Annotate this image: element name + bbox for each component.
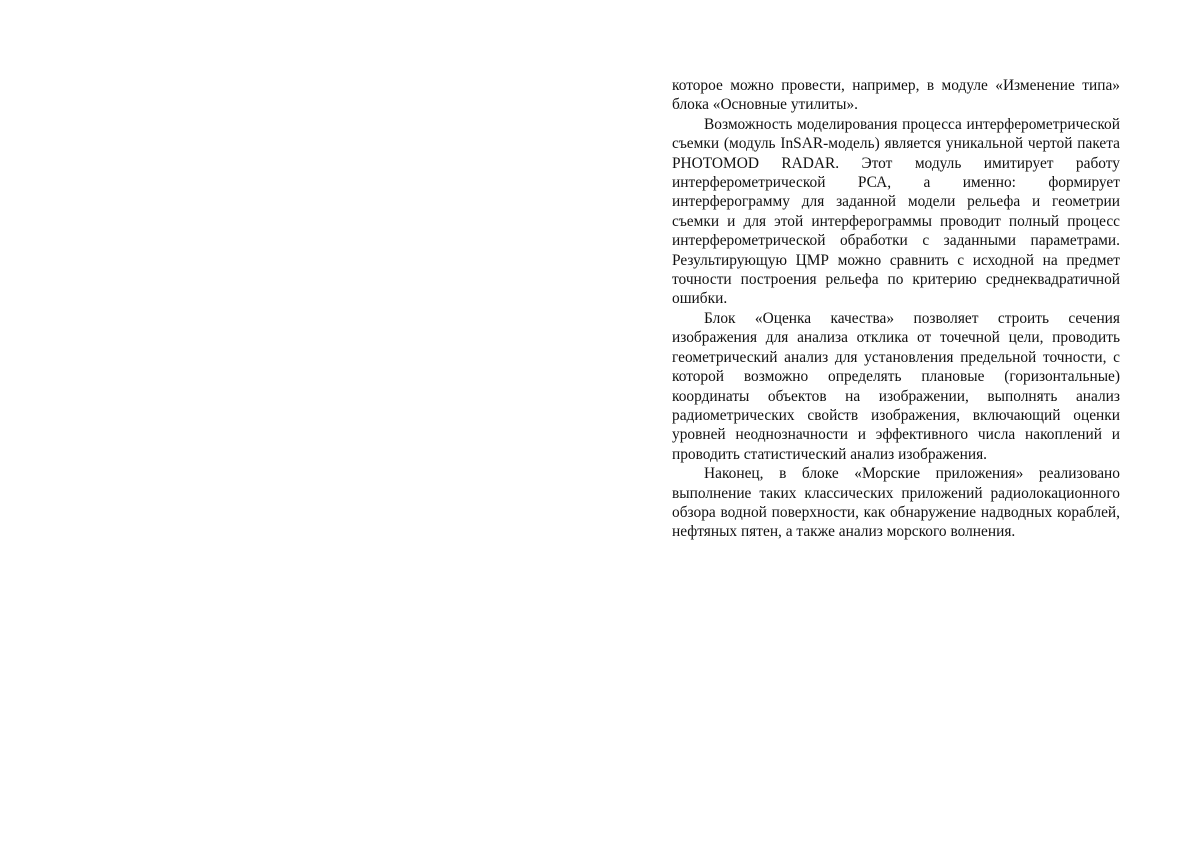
- right-page: [600, 0, 1200, 852]
- paragraph-continuation: которое можно провести, например, в модуле «Изменение типа» блока «Основные утилиты».: [672, 77, 1120, 114]
- paragraph-marine-applications: Наконец, в блоке «Морские приложения» реализовано выполнение таких классических приложений радиолокационного обзора водной поверхности, как обнаружение надводных кораблей, нефтяных пятен, а также анализ морского волнения.: [672, 465, 1120, 541]
- paragraph-insar-model: Возможность моделирования процесса интерферометрической съемки (модуль InSAR-модель) является уникальной чертой пакета PHOTOMOD RADAR. Этот модуль имитирует работу интерферометрической РСА, а именно: формирует интерферограмму для заданной модели рельефа и геометрии съемки и для этой интерферограммы проводит полный процесс интерферометрической обработки с заданными параметрами. Результирующую ЦМР можно сравнить с исходной на предмет точности построения рельефа по критерию среднеквадратичной ошибки.: [672, 115, 1120, 308]
- paragraph-quality-assessment: Блок «Оценка качества» позволяет строить сечения изображения для анализа отклика от точечной цели, проводить геометрический анализ для установления предельной точности, с которой возможно определять плановые (горизонтальные) координаты объектов на изображении, выполнять анализ радиометрических свойств изображения, включающий оценки уровней неоднозначности и эффективного числа накоплений и проводить статистический анализ изображения.: [672, 309, 1120, 463]
- body-text: [672, 76, 1120, 542]
